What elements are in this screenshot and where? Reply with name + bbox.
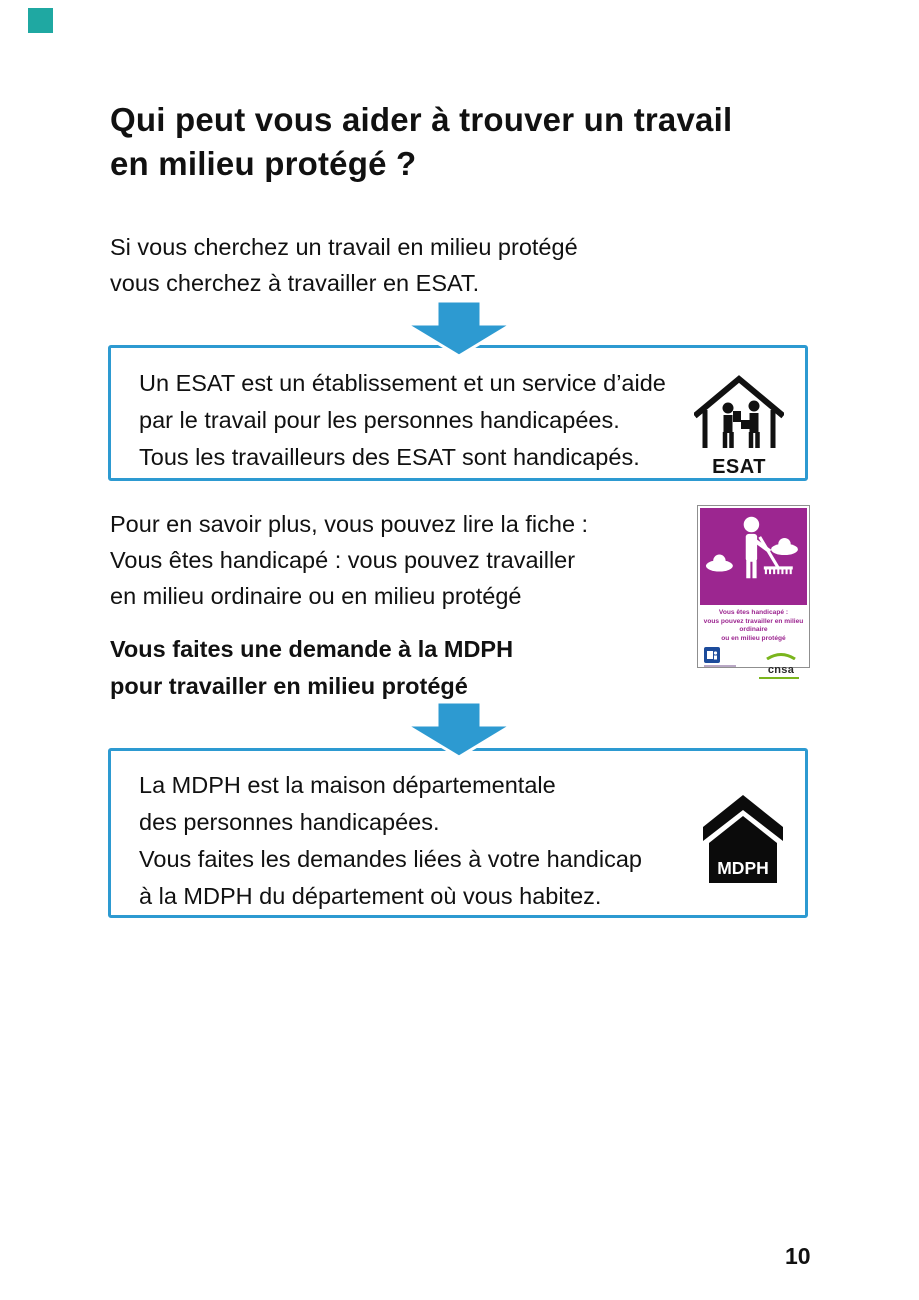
text-line: pour travailler en milieu protégé — [110, 673, 468, 699]
page-number: 10 — [785, 1243, 811, 1269]
text-line: Si vous cherchez un travail en milieu protégé — [110, 234, 578, 260]
text-line: ou en milieu protégé — [721, 634, 786, 642]
down-arrow-icon — [404, 701, 514, 759]
text-line: vous pouvez travailler en milieu ordinaire — [703, 617, 804, 633]
text-line: Tous les travailleurs des ESAT sont handicapés. — [139, 444, 640, 470]
text-line: des personnes handicapées. — [139, 809, 440, 835]
text-line: Vous êtes handicapé : — [718, 609, 789, 616]
fiche-cover-caption — [700, 609, 807, 643]
falc-logo-icon — [704, 647, 738, 667]
fiche-cover-thumbnail — [697, 505, 810, 676]
mdph-icon-label: MDPH — [717, 858, 769, 878]
text-line: Vous faites les demandes liées à votre handicap — [139, 846, 642, 872]
page-title — [110, 98, 830, 186]
esat-house-icon — [693, 372, 785, 479]
fiche-cover-logos — [700, 643, 807, 679]
fiche-paragraph — [110, 506, 588, 614]
text-line: Qui peut vous aider à trouver un travail — [110, 101, 733, 138]
mdph-house-icon — [701, 793, 785, 890]
text-line: à la MDPH du département où vous habitez. — [139, 883, 602, 909]
corner-mark — [28, 8, 53, 33]
esat-icon-label: ESAT — [712, 456, 766, 478]
cnsa-logo — [759, 647, 803, 679]
text-line: Vous faites une demande à la MDPH — [110, 636, 514, 662]
rake-person-icon — [700, 508, 807, 605]
intro-paragraph — [110, 229, 578, 301]
text-line: vous cherchez à travailler en ESAT. — [110, 270, 480, 296]
cnsa-logo-text: cnsa — [767, 664, 795, 676]
text-line: Vous êtes handicapé : vous pouvez travailler — [110, 547, 576, 573]
text-line: La MDPH est la maison départementale — [139, 772, 556, 798]
text-line: en milieu protégé ? — [110, 145, 417, 182]
mdph-info-box — [108, 748, 808, 918]
text-line: Un ESAT est un établissement et un service d’aide — [139, 370, 666, 396]
mdph-request-paragraph — [110, 631, 513, 705]
text-line: en milieu ordinaire ou en milieu protégé — [110, 583, 522, 609]
text-line: par le travail pour les personnes handicapées. — [139, 407, 620, 433]
down-arrow-icon — [404, 300, 514, 358]
esat-info-box — [108, 345, 808, 481]
text-line: Pour en savoir plus, vous pouvez lire la fiche : — [110, 511, 589, 537]
